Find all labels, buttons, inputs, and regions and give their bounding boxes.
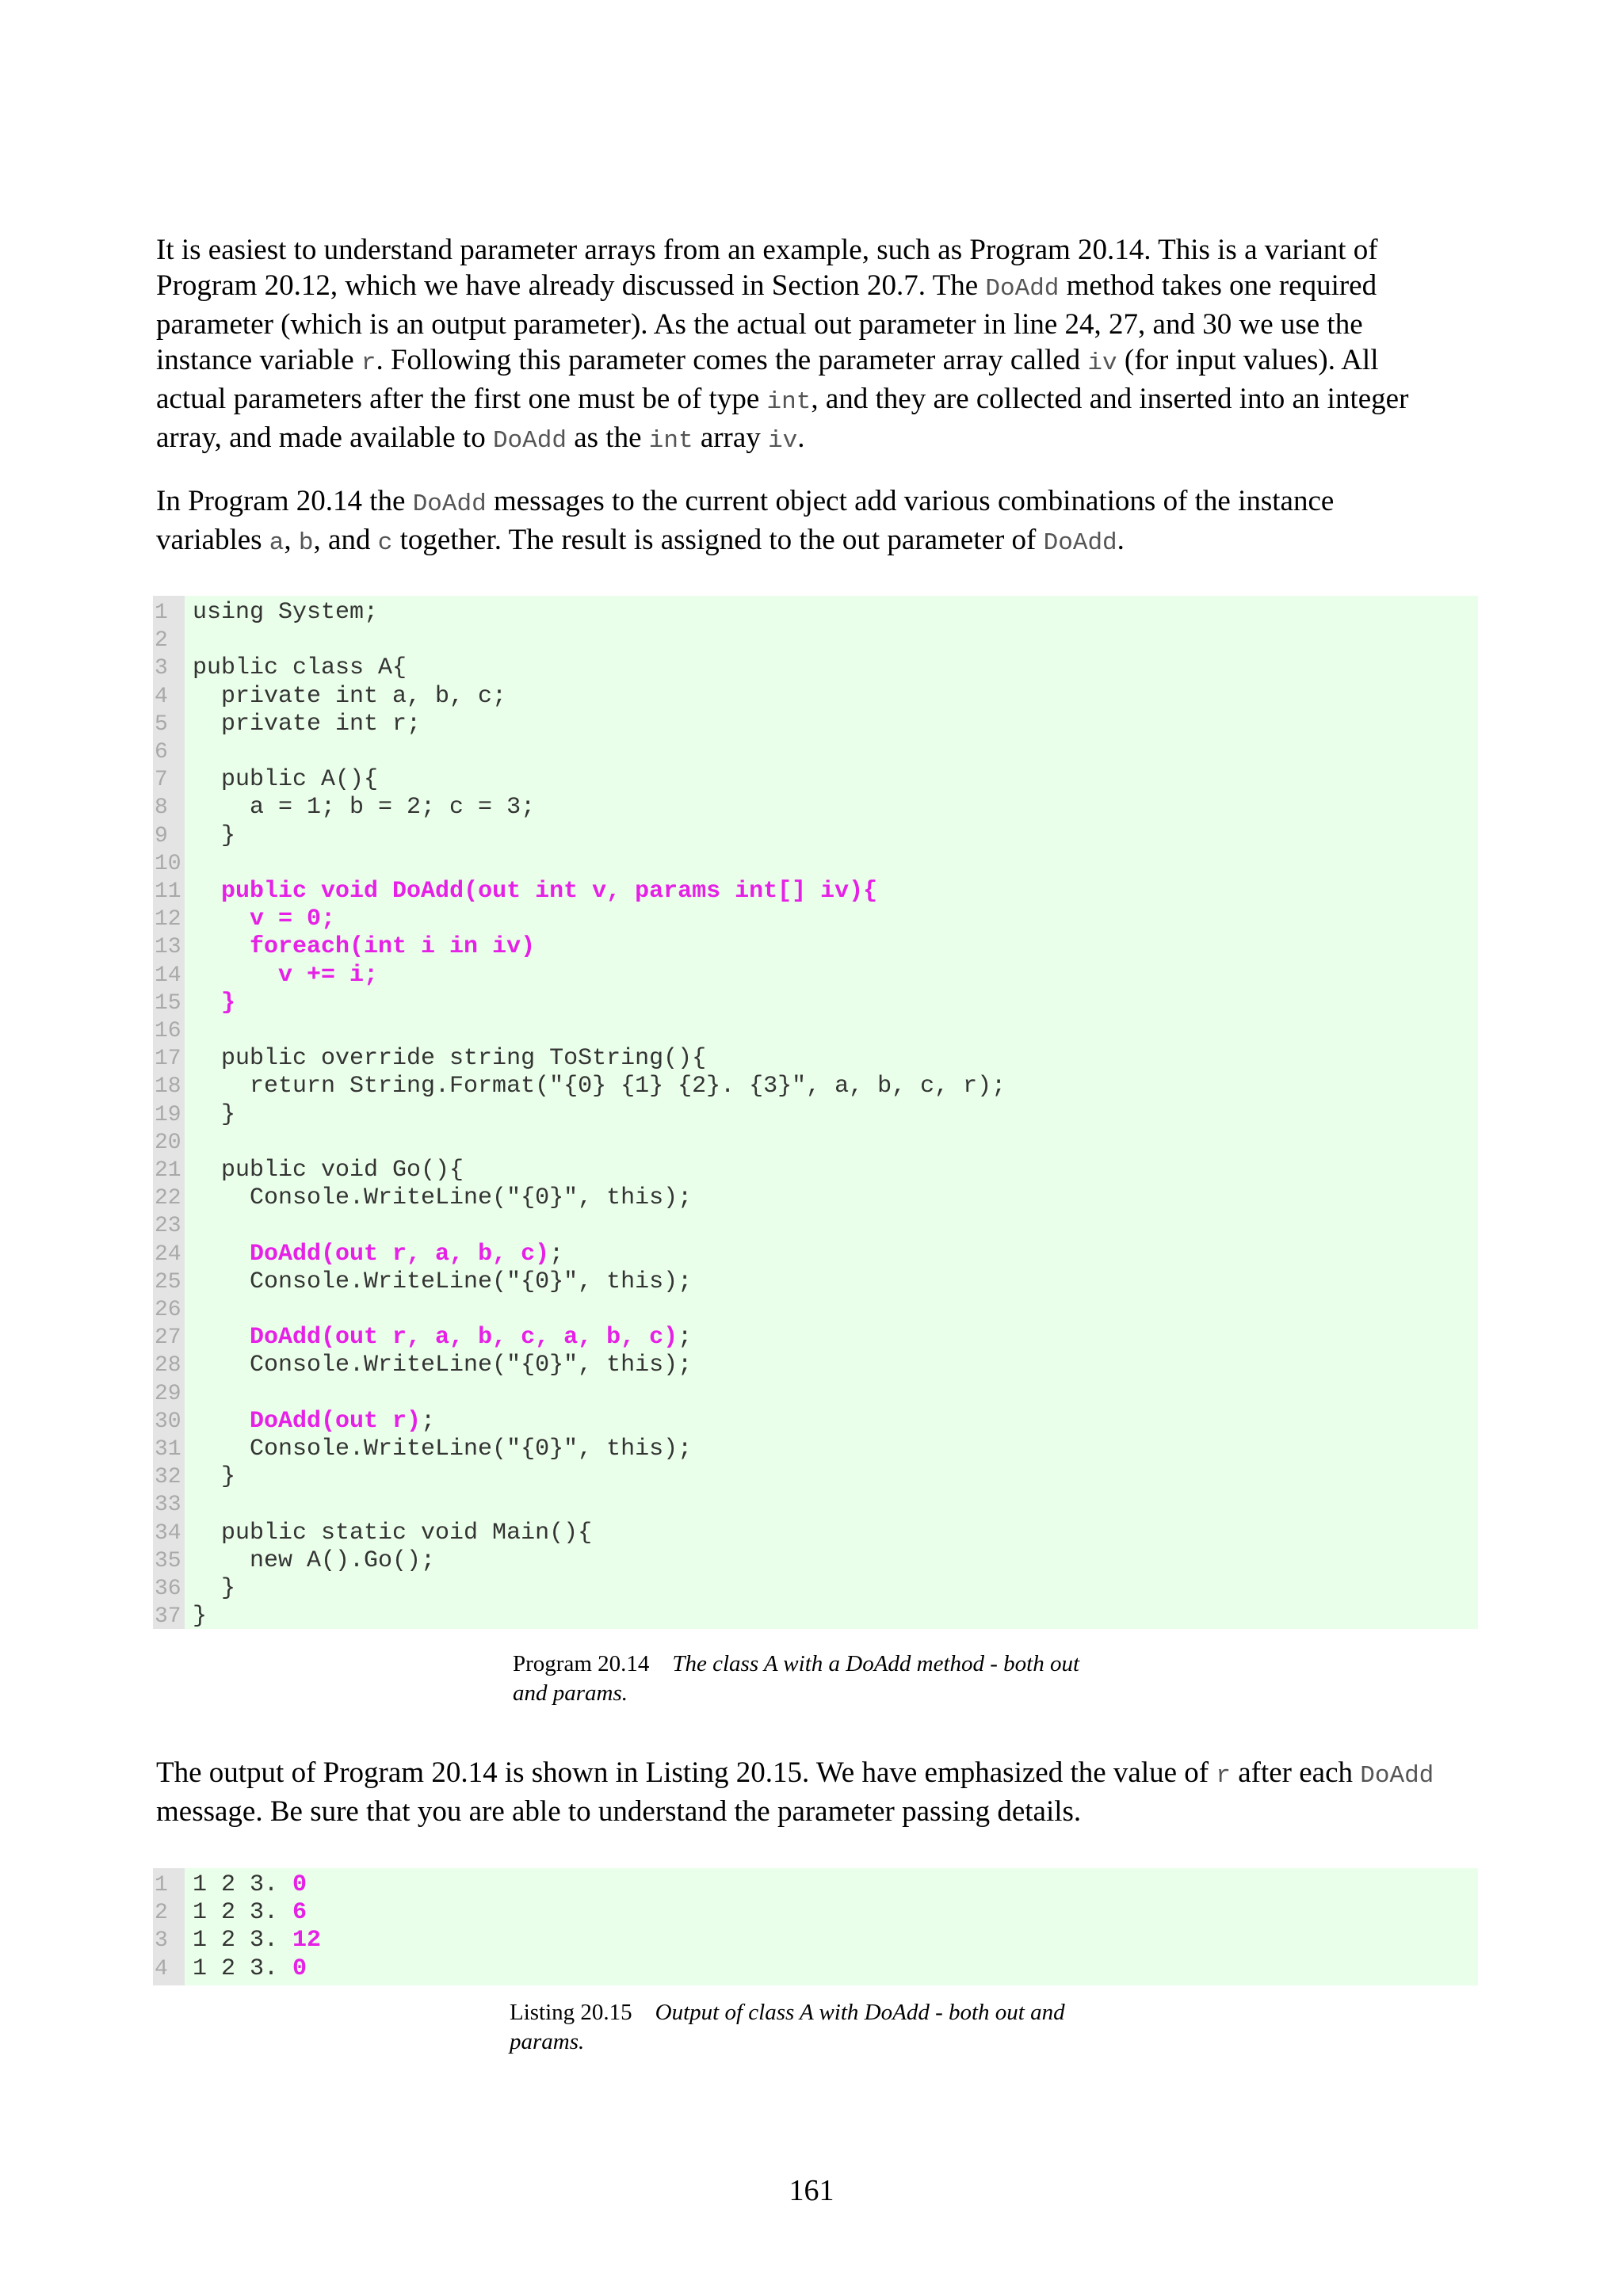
text-run: parameter (which is an output parameter). As the actual out parameter in line 24, 27, and 30 we use the (156, 308, 1363, 341)
code-text (193, 654, 407, 682)
listing-caption-line2: params. (510, 2029, 585, 2054)
third-paragraph-line (156, 1794, 1487, 1829)
code-line (153, 1380, 1478, 1408)
code-line (153, 1352, 1478, 1379)
text-run: , and (313, 524, 378, 556)
inline-code: c (377, 529, 393, 557)
text-run: It is easiest to understand parameter arrays from an example, such as Program 20.14. This is a variant of (156, 234, 1378, 266)
highlighted-code: v = 0; (250, 906, 336, 933)
line-number: 2 (155, 1901, 168, 1926)
code-line (153, 933, 1478, 961)
line-number: 1 (155, 1873, 168, 1897)
listing-caption-label: Listing 20.15 (510, 2000, 632, 2025)
line-number: 37 (155, 1604, 181, 1630)
line-number: 2 (155, 628, 168, 654)
text-run: messages to the current object add various combinations of the instance (486, 485, 1335, 517)
line-number: 18 (155, 1074, 181, 1100)
listing-caption (510, 1998, 1223, 2057)
code-line (153, 1575, 1478, 1603)
code-segment: 1 2 3. (193, 1955, 293, 1982)
code-line (153, 1268, 1478, 1296)
code-segment: using System; (193, 599, 379, 626)
code-line (153, 1463, 1478, 1491)
code-line (153, 1017, 1478, 1045)
code-line (153, 599, 1478, 627)
inline-code: b (298, 529, 314, 557)
line-number: 34 (155, 1520, 181, 1546)
inline-code: DoAdd (492, 427, 567, 455)
text-run: (for input values). All (1117, 344, 1379, 376)
code-segment: ; (678, 1324, 693, 1352)
code-segment: public static void Main(){ (193, 1519, 593, 1547)
third-paragraph (156, 1755, 1487, 1829)
listing-caption-title: Output of class A with DoAdd - both out and (655, 2000, 1065, 2025)
code-text (193, 1899, 307, 1927)
intro-paragraph (156, 232, 1487, 459)
line-number: 20 (155, 1130, 181, 1155)
line-number: 1 (155, 601, 168, 625)
code-text (193, 906, 335, 933)
code-segment (193, 962, 278, 989)
line-number: 15 (155, 990, 181, 1016)
line-number: 3 (155, 1928, 168, 1954)
code-segment: public override string ToString(){ (193, 1045, 707, 1073)
code-text (193, 878, 877, 906)
program-caption-title: The class A with a DoAdd method - both out (672, 1651, 1080, 1676)
text-run: after each (1230, 1756, 1361, 1789)
code-segment (193, 1241, 250, 1268)
code-line (153, 1955, 1478, 1983)
code-text (193, 599, 378, 627)
line-number: 3 (155, 656, 168, 681)
text-run: as the (566, 421, 649, 454)
code-text (193, 1955, 307, 1983)
code-text (193, 1268, 692, 1296)
code-text (193, 1241, 563, 1268)
program-caption-line1 (513, 1650, 1226, 1679)
code-text (193, 1352, 692, 1379)
text-run: In Program 20.14 the (156, 485, 413, 517)
code-line (153, 1408, 1478, 1436)
code-text (193, 683, 506, 711)
inline-code: r (1216, 1762, 1231, 1790)
highlighted-code: DoAdd(out r, a, b, c) (250, 1240, 550, 1268)
code-text (193, 1184, 692, 1212)
code-text (193, 1073, 1006, 1100)
program-caption-label: Program 20.14 (513, 1651, 650, 1676)
code-line (153, 1520, 1478, 1547)
code-text (193, 1575, 235, 1603)
listing-code-block (153, 1868, 1478, 1985)
code-text (193, 1045, 706, 1073)
line-number: 36 (155, 1577, 181, 1601)
code-line (153, 1045, 1478, 1073)
code-line (153, 1073, 1478, 1100)
code-text (193, 933, 535, 961)
code-text (193, 1520, 592, 1547)
code-line (153, 1101, 1478, 1129)
code-text (193, 1324, 692, 1352)
code-segment: new A().Go(); (193, 1547, 436, 1574)
line-number: 19 (155, 1102, 181, 1127)
code-line (153, 1241, 1478, 1268)
line-number: 7 (155, 768, 168, 793)
inline-code: DoAdd (1043, 529, 1117, 557)
text-run: . (797, 421, 805, 454)
highlighted-code: DoAdd(out r) (250, 1407, 422, 1435)
code-line (153, 1157, 1478, 1184)
text-run: message. Be sure that you are able to understand the parameter passing details. (156, 1795, 1082, 1828)
code-text (193, 1101, 235, 1129)
program-caption (513, 1650, 1226, 1708)
line-number: 4 (155, 684, 168, 709)
second-paragraph-line (156, 522, 1487, 561)
line-number: 30 (155, 1409, 181, 1434)
code-line (153, 878, 1478, 906)
code-segment: } (193, 1463, 236, 1491)
code-text (193, 990, 235, 1017)
highlighted-code: 0 (292, 1955, 307, 1982)
intro-paragraph-line (156, 420, 1487, 459)
code-line (153, 822, 1478, 850)
line-number: 12 (155, 907, 181, 933)
code-segment: Console.WriteLine("{0}", this); (193, 1268, 693, 1295)
code-segment: ; (549, 1240, 564, 1268)
code-segment: private int a, b, c; (193, 682, 507, 710)
code-text (193, 1436, 692, 1463)
intro-paragraph-line (156, 381, 1487, 420)
text-run: actual parameters after the first one must be of type (156, 383, 767, 415)
code-line (153, 990, 1478, 1017)
line-number: 35 (155, 1548, 181, 1573)
line-number: 10 (155, 851, 181, 876)
code-line (153, 1871, 1478, 1899)
code-line (153, 906, 1478, 933)
line-number: 8 (155, 795, 168, 821)
code-text (193, 766, 378, 794)
line-number: 29 (155, 1381, 181, 1406)
code-segment: } (193, 822, 236, 849)
line-number: 4 (155, 1956, 168, 1981)
code-segment: private int r; (193, 710, 422, 738)
page-number: 161 (789, 2174, 834, 2207)
code-segment: 1 2 3. (193, 1871, 293, 1898)
code-line (153, 711, 1478, 738)
code-text (193, 1157, 464, 1184)
text-run: , (284, 524, 299, 556)
line-number: 31 (155, 1437, 181, 1462)
text-run: variables (156, 524, 269, 556)
code-segment: return String.Format("{0} {1} {2}. {3}", a, b, c, r); (193, 1073, 1006, 1100)
inline-code: int (648, 427, 693, 455)
code-segment (193, 906, 250, 933)
code-segment: Console.WriteLine("{0}", this); (193, 1352, 693, 1379)
line-number: 16 (155, 1019, 181, 1043)
code-line (153, 654, 1478, 682)
code-line (153, 1296, 1478, 1324)
code-segment (193, 990, 221, 1016)
program-code-block (153, 596, 1478, 1629)
inline-code: a (269, 529, 285, 557)
inline-code: iv (768, 427, 798, 455)
text-run: instance variable (156, 344, 361, 376)
line-number: 27 (155, 1325, 181, 1351)
code-line (153, 738, 1478, 766)
listing-caption-line1 (510, 1998, 1223, 2027)
code-line (153, 766, 1478, 794)
code-segment (193, 1324, 250, 1351)
text-run: Program 20.12, which we have already discussed in Section 20.7. The (156, 269, 986, 302)
code-line (153, 850, 1478, 878)
second-paragraph-line (156, 483, 1487, 522)
highlighted-code: v += i; (278, 961, 379, 989)
inline-code: r (361, 349, 376, 377)
code-segment: a = 1; b = 2; c = 3; (193, 794, 536, 822)
code-segment: Console.WriteLine("{0}", this); (193, 1184, 693, 1212)
line-number: 6 (155, 740, 168, 765)
line-number: 24 (155, 1241, 181, 1267)
text-run: array (693, 421, 769, 454)
code-line (153, 1603, 1478, 1630)
intro-paragraph-line (156, 307, 1487, 342)
code-segment: } (193, 1100, 236, 1128)
inline-code: DoAdd (985, 275, 1060, 303)
code-text (193, 962, 378, 990)
code-line (153, 1491, 1478, 1519)
line-number: 33 (155, 1493, 181, 1518)
text-run: . (1117, 524, 1125, 556)
text-run: method takes one required (1059, 269, 1377, 302)
code-segment: public A(){ (193, 766, 379, 794)
code-line (153, 1212, 1478, 1240)
code-line (153, 627, 1478, 654)
third-paragraph-line (156, 1755, 1487, 1794)
code-text (193, 711, 421, 738)
code-segment (193, 1408, 250, 1435)
code-line (153, 1436, 1478, 1463)
inline-code: DoAdd (412, 490, 487, 518)
highlighted-code: 12 (292, 1927, 322, 1955)
code-text (193, 1927, 321, 1955)
highlighted-code: 0 (292, 1871, 307, 1898)
code-line (153, 962, 1478, 990)
line-number: 25 (155, 1269, 181, 1295)
code-line (153, 683, 1478, 711)
code-line (153, 1547, 1478, 1575)
code-line (153, 1129, 1478, 1157)
highlighted-code: DoAdd(out r, a, b, c, a, b, c) (250, 1324, 678, 1352)
code-line (153, 1324, 1478, 1352)
code-segment: 1 2 3. (193, 1899, 293, 1927)
line-number: 5 (155, 711, 168, 737)
line-number: 32 (155, 1465, 181, 1490)
second-paragraph (156, 483, 1487, 561)
text-run: . Following this parameter comes the parameter array called (376, 344, 1088, 376)
text-run: together. The result is assigned to the out parameter of (392, 524, 1044, 556)
code-text (193, 1463, 235, 1491)
highlighted-code: 6 (292, 1899, 307, 1927)
code-segment (193, 878, 221, 905)
intro-paragraph-line (156, 268, 1487, 307)
inline-code: int (766, 388, 812, 416)
intro-paragraph-line (156, 232, 1487, 268)
code-text (193, 1871, 307, 1899)
code-text (193, 1408, 435, 1436)
code-text (193, 822, 235, 850)
code-segment: } (193, 1575, 236, 1602)
code-segment: public class A{ (193, 654, 407, 682)
program-caption-line2: and params. (513, 1680, 628, 1706)
line-number: 22 (155, 1186, 181, 1211)
highlighted-code: foreach(int i in iv) (250, 933, 536, 961)
line-number: 21 (155, 1158, 181, 1183)
code-segment (193, 933, 250, 960)
text-run: The output of Program 20.14 is shown in Listing 20.15. We have emphasized the value of (156, 1756, 1216, 1789)
highlighted-code: public void DoAdd(out int v, params int[] iv){ (221, 878, 878, 905)
highlighted-code: } (221, 989, 236, 1016)
code-line (153, 1899, 1478, 1927)
line-number: 14 (155, 963, 181, 988)
code-segment: 1 2 3. (193, 1927, 293, 1955)
code-line (153, 794, 1478, 822)
line-number: 23 (155, 1214, 181, 1239)
code-line (153, 1927, 1478, 1955)
inline-code: iv (1087, 349, 1117, 377)
text-run: , and they are collected and inserted into an integer (811, 383, 1409, 415)
text-run: array, and made available to (156, 421, 493, 454)
line-number: 13 (155, 935, 181, 960)
line-number: 11 (155, 879, 181, 904)
code-segment: } (193, 1603, 208, 1630)
line-number: 26 (155, 1298, 181, 1322)
line-number: 17 (155, 1047, 181, 1072)
code-line (153, 1184, 1478, 1212)
line-number: 9 (155, 823, 168, 849)
code-segment: Console.WriteLine("{0}", this); (193, 1436, 693, 1463)
code-segment: ; (421, 1407, 436, 1435)
code-text (193, 794, 535, 822)
inline-code: DoAdd (1360, 1762, 1434, 1790)
intro-paragraph-line (156, 342, 1487, 381)
code-segment: public void Go(){ (193, 1157, 464, 1184)
line-number: 28 (155, 1353, 181, 1379)
code-text (193, 1547, 435, 1575)
code-text (193, 1603, 207, 1630)
